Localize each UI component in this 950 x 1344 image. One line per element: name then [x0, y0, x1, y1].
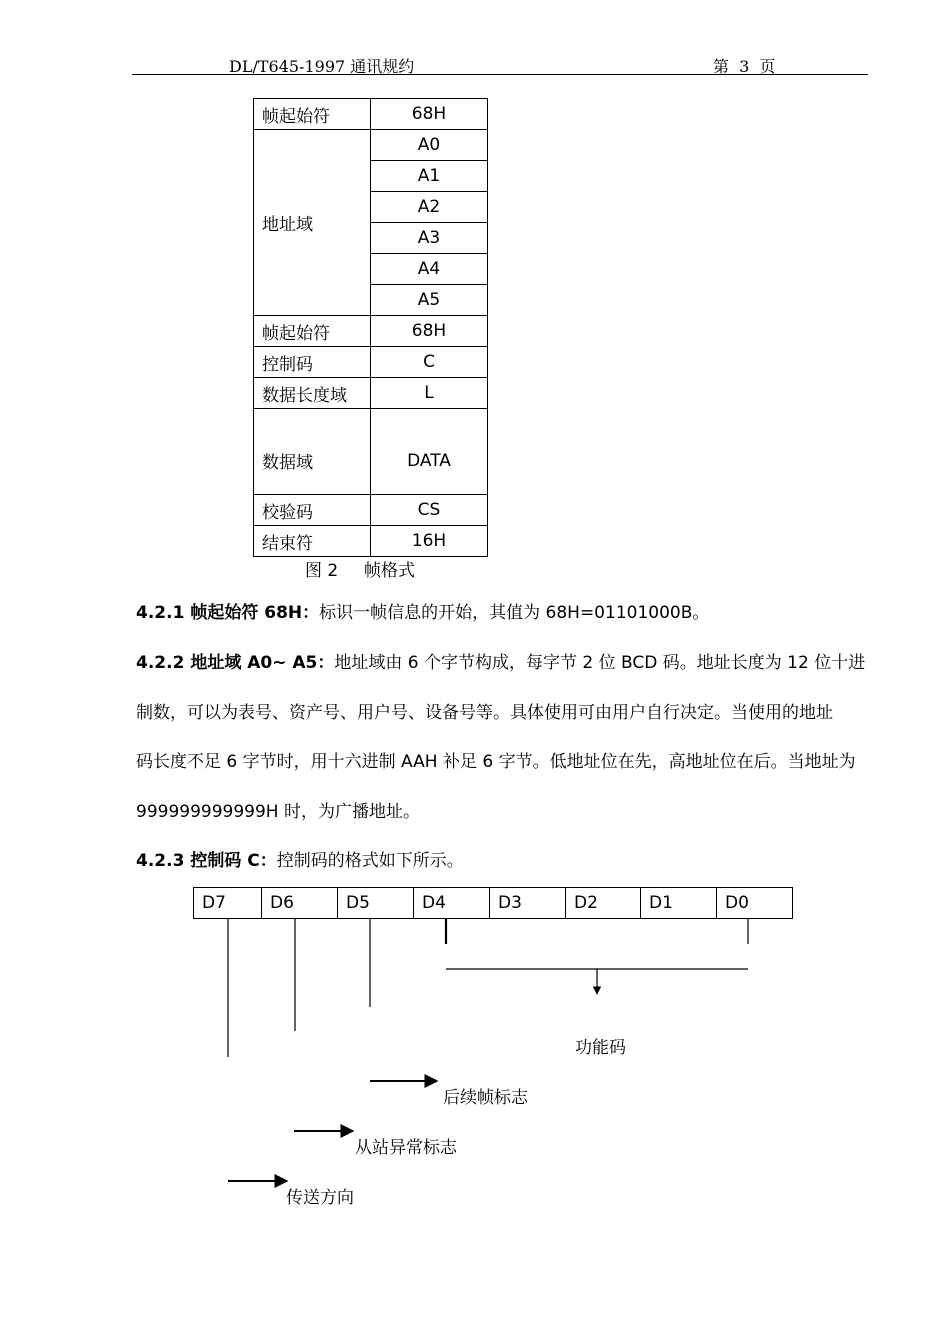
table-cell-name: 数据域 — [254, 409, 371, 495]
section-heading: 4.2.3 控制码 C： — [136, 851, 277, 871]
table-cell-name: 校验码 — [254, 495, 371, 526]
header-page-label: 第 3 页 — [713, 57, 776, 76]
table-cell-name: 结束符 — [254, 526, 371, 557]
table-cell-value: A0 — [371, 130, 488, 161]
table-cell-value: 16H — [371, 526, 488, 557]
bit-cell-d5: D5 — [338, 888, 414, 919]
section-text: 标识一帧信息的开始，其值为 68H=01101000B。 — [319, 603, 710, 623]
table-cell-value: DATA — [371, 409, 488, 495]
table-cell-name: 地址域 — [254, 130, 371, 316]
table-cell-value: A5 — [371, 285, 488, 316]
table-cell-value: CS — [371, 495, 488, 526]
table-cell-value: A2 — [371, 192, 488, 223]
section-text: 控制码的格式如下所示。 — [276, 851, 464, 871]
slave-abnormal-label: 从站异常标志 — [355, 1138, 457, 1158]
figure-number: 图 2 — [305, 561, 339, 581]
bit-cell-d3: D3 — [490, 888, 566, 919]
section-heading: 4.2.1 帧起始符 68H： — [136, 603, 320, 623]
table-cell-value: A4 — [371, 254, 488, 285]
table-cell-value: 68H — [371, 316, 488, 347]
table-cell-name: 帧起始符 — [254, 316, 371, 347]
table-cell-value: A1 — [371, 161, 488, 192]
table-cell-value: 68H — [371, 99, 488, 130]
bit-cell-d7: D7 — [194, 888, 262, 919]
table-cell-name: 帧起始符 — [254, 99, 371, 130]
bit-cell-d2: D2 — [566, 888, 641, 919]
section-heading: 4.2.2 地址域 A0~ A5： — [136, 653, 335, 673]
follow-frame-label: 后续帧标志 — [443, 1088, 528, 1108]
table-cell-name: 控制码 — [254, 347, 371, 378]
section-text-line: 地址域由 6 个字节构成，每字节 2 位 BCD 码。地址长度为 12 位十进 — [334, 653, 866, 673]
bit-cell-d6: D6 — [262, 888, 338, 919]
section-text-line: 999999999999H 时，为广播地址。 — [136, 802, 420, 822]
bit-cell-d4: D4 — [414, 888, 490, 919]
table-cell-value: C — [371, 347, 488, 378]
section-text-line: 码长度不足 6 字节时，用十六进制 AAH 补足 6 字节。低地址位在先，高地址位在后。当地址为 — [136, 752, 856, 772]
table-cell-name: 数据长度域 — [254, 378, 371, 409]
table-cell-value: L — [371, 378, 488, 409]
header-doc-title: DL/T645-1997 通讯规约 — [229, 57, 415, 76]
bit-cell-d0: D0 — [717, 888, 793, 919]
table-cell-value: A3 — [371, 223, 488, 254]
bit-cell-d1: D1 — [641, 888, 717, 919]
function-code-label: 功能码 — [575, 1038, 626, 1058]
section-text-line: 制数，可以为表号、资产号、用户号、设备号等。具体使用可由用户自行决定。当使用的地址 — [136, 703, 833, 723]
direction-label: 传送方向 — [286, 1188, 354, 1208]
figure-title: 帧格式 — [364, 561, 415, 581]
